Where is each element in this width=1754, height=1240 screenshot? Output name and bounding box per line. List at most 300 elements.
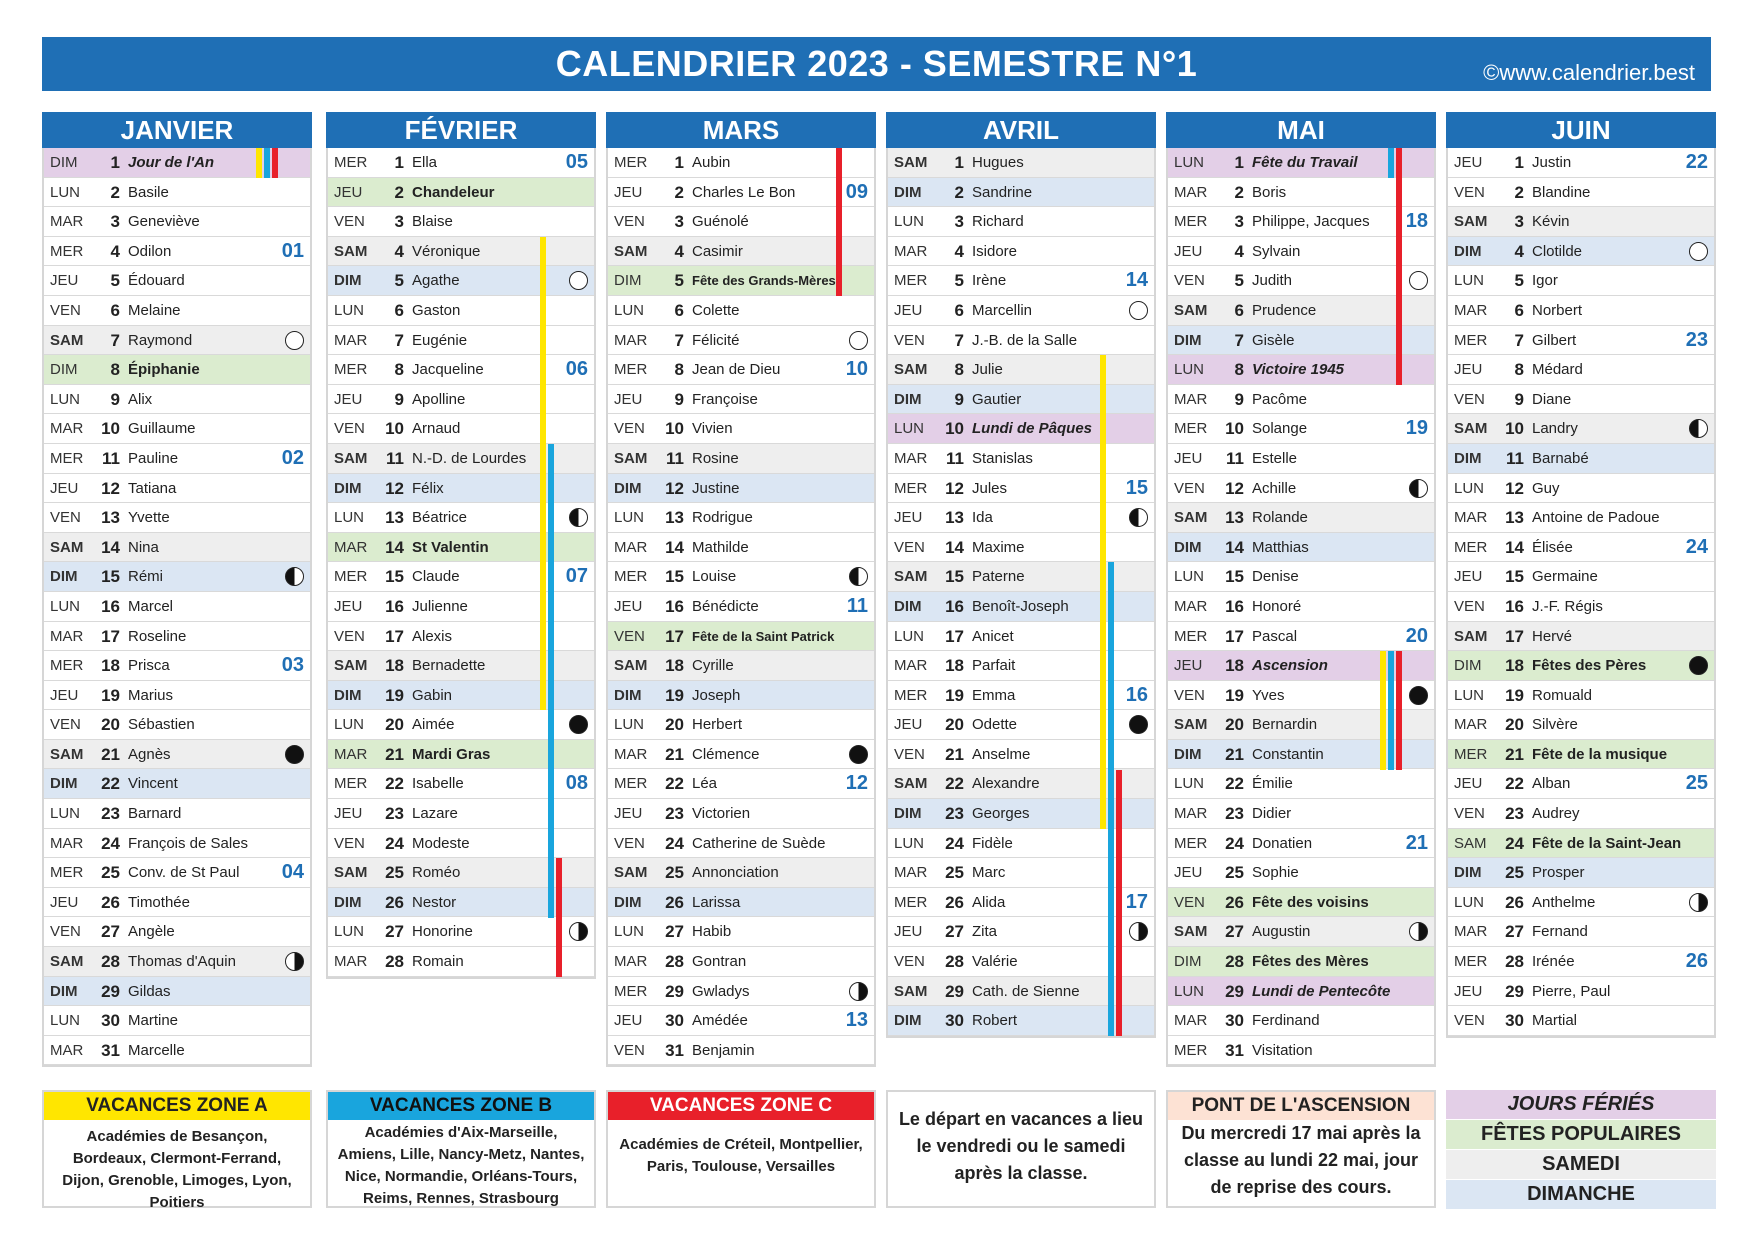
day-row [1168,917,1434,947]
saint-name: Jacqueline [412,361,484,379]
day-row [608,266,874,296]
weekday: SAM [894,982,928,1000]
weekday: DIM [1174,538,1202,556]
weekday: DIM [894,390,922,408]
first-quarter-moon-icon [1129,922,1148,941]
weekday: LUN [1454,479,1485,497]
saint-name: Alban [1532,775,1571,793]
saint-name: Martine [128,1012,179,1030]
day-number: 5 [1234,271,1244,291]
pont-text: Du mercredi 17 mai après la classe au lundi 22 mai, jour de reprise des cours. [1181,1123,1421,1197]
day-row [608,414,874,444]
weekday: MAR [894,242,928,260]
saint-name: Modeste [412,834,470,852]
day-number: 26 [385,892,404,912]
legend-color-key [1446,1090,1716,1208]
first-quarter-moon-icon [1409,922,1428,941]
day-number: 2 [674,182,684,202]
saint-name: Jules [972,479,1008,497]
saint-name: Guénolé [692,213,749,231]
day-row [888,326,1154,356]
day-row [1448,414,1714,444]
saint-name: Estelle [1252,449,1298,467]
day-row [1448,148,1714,178]
weekday: MER [1174,627,1208,645]
saint-name: Landry [1532,420,1578,438]
day-number: 28 [101,952,120,972]
vacation-zone-b-bar [1388,148,1394,178]
day-row [608,207,874,237]
day-number: 20 [1225,715,1244,735]
day-row [888,385,1154,415]
week-number: 09 [845,180,868,203]
saint-name: Bénédicte [692,597,759,615]
day-row [328,651,594,681]
month-2 [606,112,876,1067]
saint-name: Didier [1252,805,1292,823]
week-number: 10 [845,358,868,381]
day-row [1168,237,1434,267]
day-row [608,237,874,267]
day-number: 23 [101,804,120,824]
weekday: DIM [50,568,78,586]
weekday: DIM [614,686,642,704]
saint-name: Matthias [1252,538,1309,556]
saint-name: Mathilde [692,538,749,556]
day-row [44,917,310,947]
week-number: 16 [1125,683,1148,706]
saint-name: Stanislas [972,449,1033,467]
saint-name: Fête de la musique [1532,745,1668,763]
day-row [1448,740,1714,770]
day-row [328,533,594,563]
day-number: 4 [954,241,964,261]
weekday: LUN [1174,154,1205,171]
weekday: VEN [1454,597,1485,615]
day-number: 4 [1514,241,1524,261]
weekday: LUN [50,597,81,615]
weekday: DIM [894,805,922,823]
day-number: 7 [110,330,120,350]
day-number: 1 [1234,153,1244,172]
saint-name: Silvère [1532,716,1578,734]
saint-name: Audrey [1532,805,1580,823]
day-number: 26 [665,892,684,912]
month-1 [326,112,596,979]
day-row [608,651,874,681]
day-number: 10 [1505,419,1524,439]
day-number: 13 [945,508,964,528]
saint-name: Hugues [972,154,1024,171]
weekday: JEU [1174,449,1203,467]
saint-name: Robert [972,1012,1018,1030]
saint-name: Béatrice [412,509,468,527]
weekday: VEN [614,213,645,231]
day-row [608,977,874,1007]
vacation-zone-a-bar [256,148,262,178]
weekday: DIM [50,982,78,1000]
day-row [1448,444,1714,474]
day-row [888,1006,1154,1036]
saint-name: Boris [1252,183,1287,201]
day-row [608,178,874,208]
day-number: 21 [665,744,684,764]
day-number: 13 [101,508,120,528]
day-number: 30 [1505,1011,1524,1031]
day-row [1168,977,1434,1007]
day-row [1168,1036,1434,1066]
weekday: SAM [1454,834,1487,852]
day-row [888,562,1154,592]
day-number: 9 [954,389,964,409]
weekday: JEU [334,597,363,615]
weekday: VEN [50,716,81,734]
last-quarter-moon-icon [1129,508,1148,527]
saint-name: Nina [128,538,159,556]
day-number: 9 [110,389,120,409]
legend-zone-b-title: VACANCES ZONE B [328,1092,594,1120]
day-row [888,296,1154,326]
week-number: 03 [281,654,304,677]
saint-name: Honorine [412,923,473,941]
weekday: LUN [1454,272,1485,290]
saint-name: Irène [972,272,1007,290]
day-row [608,947,874,977]
weekday: SAM [50,538,84,556]
weekday: MAR [614,953,648,971]
day-number: 30 [1225,1011,1244,1031]
saint-name: Prisca [128,657,170,675]
saint-name: Édouard [128,272,185,290]
weekday: MAR [614,538,648,556]
weekday: MAR [894,449,928,467]
saint-name: Épiphanie [128,361,200,379]
weekday: MER [1174,834,1208,852]
day-number: 19 [385,685,404,705]
saint-name: Blaise [412,213,453,231]
weekday: VEN [1454,805,1485,823]
day-row [328,562,594,592]
day-row [328,888,594,918]
saint-name: Véronique [412,242,481,260]
weekday: SAM [1174,716,1208,734]
weekday: MER [1174,213,1208,231]
saint-name: Thomas d'Aquin [128,953,236,971]
weekday: SAM [50,331,84,349]
saint-name: Roseline [128,627,187,645]
weekday: JEU [614,805,643,823]
day-number: 26 [945,892,964,912]
saint-name: Fête de la Saint Patrick [692,628,835,644]
saint-name: Blandine [1532,183,1591,201]
week-number: 05 [565,151,588,173]
saint-name: Ferdinand [1252,1012,1320,1030]
legend-zone-b-text: Académies d'Aix-Marseille, Amiens, Lille, Nancy-Metz, Nantes, Nice, Normandie, Orléans-Tours, Reims, Rennes, Strasbourg [337,1124,585,1207]
day-number: 3 [1234,212,1244,232]
weekday: JEU [1454,775,1483,793]
saint-name: Arnaud [412,420,461,438]
weekday: LUN [894,420,925,438]
day-row [888,829,1154,859]
saint-name: Justine [692,479,740,497]
weekday: DIM [894,183,922,201]
day-number: 1 [674,153,684,172]
day-row [888,799,1154,829]
day-number: 27 [1505,922,1524,942]
day-number: 27 [101,922,120,942]
weekday: VEN [334,627,365,645]
saint-name: Larissa [692,893,741,911]
day-row [44,444,310,474]
day-number: 19 [1225,685,1244,705]
weekday: DIM [614,272,642,290]
weekday: DIM [1454,242,1482,260]
week-number: 12 [845,772,868,795]
day-row [888,740,1154,770]
day-number: 7 [1514,330,1524,350]
weekday: JEU [50,686,79,704]
day-row [328,710,594,740]
weekday: LUN [1174,982,1205,1000]
day-number: 8 [674,360,684,380]
saint-name: Sébastien [128,716,195,734]
day-number: 1 [954,153,964,172]
month-4 [1166,112,1436,1067]
day-list [606,148,876,1067]
day-number: 14 [385,537,404,557]
weekday: SAM [894,154,928,171]
saint-name: Sophie [1252,864,1299,882]
saint-name: Augustin [1252,923,1311,941]
weekday: MER [894,272,928,290]
weekday: SAM [1174,923,1208,941]
saint-name: Yvette [128,509,170,527]
day-number: 20 [945,715,964,735]
day-number: 30 [101,1011,120,1031]
weekday: MAR [334,331,368,349]
weekday: MAR [894,657,928,675]
last-quarter-moon-icon [849,567,868,586]
weekday: JEU [1174,242,1203,260]
saint-name: Honoré [1252,597,1302,615]
week-number: 14 [1125,269,1148,292]
day-row [44,947,310,977]
weekday: SAM [334,657,368,675]
weekday: SAM [894,568,928,586]
day-row [1168,207,1434,237]
saint-name: Gabin [412,686,453,704]
day-row [888,148,1154,178]
day-row [1448,829,1714,859]
day-row [1168,622,1434,652]
week-number: 04 [281,861,304,884]
day-number: 8 [1234,360,1244,380]
day-row [888,474,1154,504]
weekday: VEN [894,745,925,763]
week-number: 02 [281,446,304,469]
weekday: MAR [334,953,368,971]
weekday: VEN [614,1041,645,1059]
weekday: MAR [1174,390,1208,408]
day-number: 26 [1505,892,1524,912]
day-row [888,651,1154,681]
saint-name: Germaine [1532,568,1598,586]
day-number: 28 [1505,952,1524,972]
day-row [44,592,310,622]
day-row [44,326,310,356]
day-row [1448,178,1714,208]
day-number: 22 [945,774,964,794]
day-row [1448,888,1714,918]
day-row [608,681,874,711]
saint-name: Prosper [1532,864,1585,882]
day-row [888,917,1154,947]
saint-name: Romuald [1532,686,1593,704]
weekday: MER [1174,1041,1208,1059]
day-row [608,385,874,415]
saint-name: Emma [972,686,1016,704]
saint-name: Martial [1532,1012,1578,1030]
vacation-zone-a-bar [1380,651,1386,769]
weekday: DIM [614,893,642,911]
saint-name: Rémi [128,568,164,586]
day-number: 13 [665,508,684,528]
day-row [44,266,310,296]
saint-name: Jour de l'An [128,154,215,171]
weekday: SAM [614,449,648,467]
day-row [44,562,310,592]
day-number: 7 [954,330,964,350]
day-row [608,503,874,533]
day-number: 19 [665,685,684,705]
day-number: 23 [1505,804,1524,824]
weekday: MER [334,568,368,586]
vacation-zone-c-bar [1396,148,1402,385]
day-row [608,888,874,918]
saint-name: Vivien [692,420,733,438]
week-number: 24 [1685,535,1708,558]
weekday: MER [614,982,648,1000]
day-number: 29 [1225,981,1244,1001]
day-number: 1 [394,153,404,172]
weekday: VEN [894,331,925,349]
month-5 [1446,112,1716,1038]
week-number: 01 [281,239,304,262]
saint-name: Pauline [128,449,179,467]
day-row [1448,296,1714,326]
weekday: MAR [614,331,648,349]
day-number: 27 [665,922,684,942]
day-number: 21 [945,744,964,764]
day-row [328,207,594,237]
day-number: 23 [1225,804,1244,824]
weekday: MAR [50,627,84,645]
weekday: VEN [50,923,81,941]
day-row [1168,681,1434,711]
weekday: JEU [1174,864,1203,882]
saint-name: Fête du Travail [1252,154,1358,171]
weekday: LUN [614,923,645,941]
saint-name: Julie [972,361,1003,379]
day-number: 14 [101,537,120,557]
day-number: 18 [945,656,964,676]
day-row [1168,769,1434,799]
weekday: VEN [614,420,645,438]
day-number: 11 [1226,448,1244,468]
vacation-zone-c-bar [1116,770,1122,1036]
saint-name: Gautier [972,390,1022,408]
saint-name: Fêtes des Mères [1252,953,1369,971]
saint-name: J.-B. de la Salle [972,331,1078,349]
vacation-zone-c-bar [556,858,562,976]
saint-name: Bernardin [1252,716,1318,734]
first-quarter-moon-icon [569,922,588,941]
week-number: 06 [565,358,588,381]
day-number: 10 [1225,419,1244,439]
saint-name: Norbert [1532,301,1583,319]
saint-name: Timothée [128,893,190,911]
day-row [608,799,874,829]
weekday: DIM [894,597,922,615]
day-row [328,503,594,533]
day-number: 17 [945,626,964,646]
legend-pont-ascension [1166,1090,1436,1208]
day-number: 25 [1225,863,1244,883]
day-row [328,296,594,326]
month-0 [42,112,312,1067]
legend-zone-c-text: Académies de Créteil, Montpellier, Paris, Toulouse, Versailles [619,1136,863,1175]
saint-name: Mardi Gras [412,745,491,763]
weekday: SAM [334,864,368,882]
day-row [888,947,1154,977]
day-number: 20 [665,715,684,735]
saint-name: Tatiana [128,479,177,497]
saint-name: Fidèle [972,834,1013,852]
weekday: SAM [1454,420,1488,438]
day-row [1168,799,1434,829]
day-row [1168,740,1434,770]
day-row [1448,622,1714,652]
weekday: DIM [334,272,362,290]
weekday: SAM [614,864,648,882]
saint-name: Hervé [1532,627,1573,645]
saint-name: Diane [1532,390,1572,408]
day-number: 12 [101,478,120,498]
saint-name: Gontran [692,953,747,971]
day-row [44,296,310,326]
month-title: MARS [606,112,876,148]
new-moon-icon [1689,656,1708,675]
day-row [608,355,874,385]
weekday: DIM [1174,953,1202,971]
day-row [44,977,310,1007]
saint-name: Visitation [1252,1041,1313,1059]
saint-name: Médard [1532,361,1583,379]
saint-name: Bernadette [412,657,486,675]
day-number: 11 [1506,448,1524,468]
day-number: 16 [1505,596,1524,616]
day-row [1168,888,1434,918]
weekday: MER [894,893,928,911]
week-number: 26 [1685,950,1708,973]
day-number: 6 [674,300,684,320]
day-number: 27 [385,922,404,942]
saint-name: Claude [412,568,460,586]
last-quarter-moon-icon [285,567,304,586]
day-number: 6 [1514,300,1524,320]
day-row [44,207,310,237]
day-number: 31 [101,1040,120,1060]
